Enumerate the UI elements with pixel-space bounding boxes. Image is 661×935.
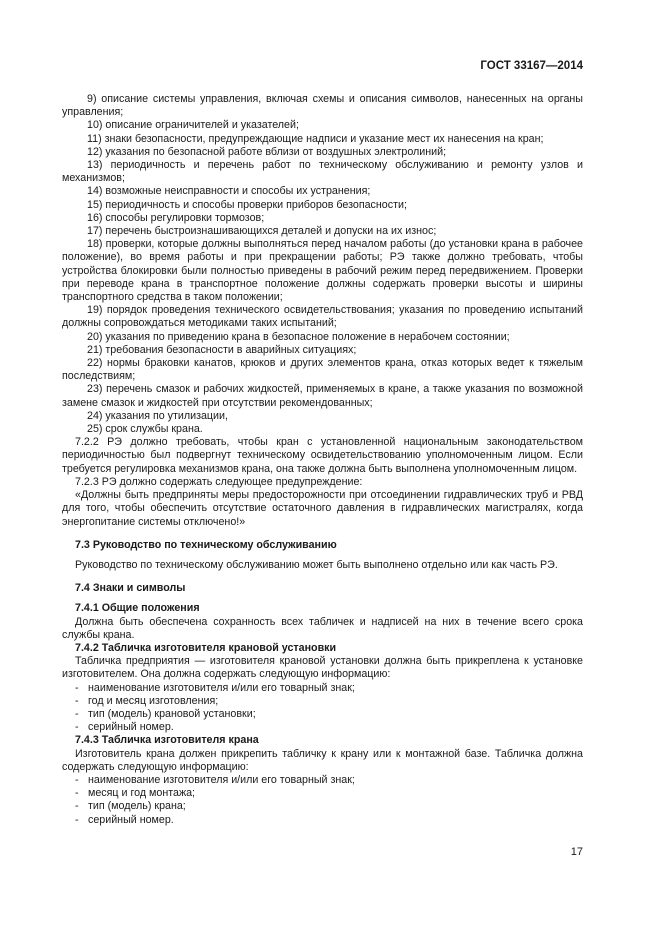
list-item: - год и месяц изготовления;: [75, 694, 219, 707]
list-item: 11) знаки безопасности, предупреждающие надписи и указание мест их нанесения на кран;: [87, 132, 544, 145]
dash-marker: -: [75, 813, 79, 826]
paragraph-7-2-3: 7.2.3 РЭ должно содержать следующее предупреждение:: [75, 475, 363, 488]
list-item: - серийный номер.: [75, 813, 174, 826]
subsection-heading-7-4-1: 7.4.1 Общие положения: [75, 602, 200, 615]
list-item: 13) периодичность и перечень работ по техническому обслуживанию и ремонту узлов и механизмов;: [62, 159, 583, 185]
page-number: 17: [570, 846, 583, 858]
list-item: 20) указания по приведению крана в безопасное положение в нерабочем состоянии;: [87, 330, 510, 343]
requirements-list: [62, 93, 583, 436]
list-item: - месяц и год монтажа;: [75, 787, 196, 800]
list-item: 9) описание системы управления, включая схемы и описания символов, нанесенных на органы управления;: [62, 93, 583, 119]
dash-marker: -: [75, 773, 79, 786]
crane-plate-list: [62, 774, 583, 827]
dash-marker: -: [75, 787, 79, 800]
list-item: 15) периодичность и способы проверки приборов безопасности;: [87, 198, 407, 211]
list-item: - серийный номер.: [75, 721, 174, 734]
list-item: 25) срок службы крана.: [87, 423, 203, 436]
list-item: 16) способы регулировки тормозов;: [87, 211, 265, 224]
list-item: - наименование изготовителя и/или его товарный знак;: [75, 681, 355, 694]
dash-marker: -: [75, 800, 79, 813]
paragraph-7-3: Руководство по техническому обслуживанию может быть выполнено отдельно или как часть РЭ.: [75, 558, 558, 571]
paragraph-7-2-2: 7.2.2 РЭ должно требовать, чтобы кран с установленной национальным законодательством периодичностью был подвергнут техническому освидетельствованию уполномоченным лицом. Если требуется регулировка механизмов крана, она также должна быть выполнена уполномоченным лицом.: [62, 436, 583, 475]
list-item: - наименование изготовителя и/или его товарный знак;: [75, 773, 355, 786]
dash-marker: -: [75, 694, 79, 707]
list-item: - тип (модель) крановой установки;: [75, 707, 256, 720]
list-item: 19) порядок проведения технического освидетельствования; указания по проведению испытаний должны сопровождаться методиками таких испытаний;: [62, 304, 583, 330]
section-heading-7-4: 7.4 Знаки и символы: [75, 582, 186, 595]
list-item: - тип (модель) крана;: [75, 800, 186, 813]
list-item: 17) перечень быстроизнашивающихся деталей и допуски на их износ;: [87, 225, 437, 238]
dash-marker: -: [75, 707, 79, 720]
list-item: 10) описание ограничителей и указателей;: [87, 119, 299, 132]
list-item: 18) проверки, которые должны выполняться перед началом работы (до установки крана в рабочее положение), во время работы и при прекращении работы; РЭ также должно требовать, чтобы устройства блокировки были полностью приведены в рабочий режим перед передвижением. Проверки при переводе крана в транспортное положение должны содержать проверки высоты и ширины транспортного средства в таком положении;: [62, 238, 583, 304]
standard-header: ГОСТ 33167—2014: [480, 60, 583, 72]
list-item: 21) требования безопасности в аварийных ситуациях;: [87, 343, 357, 356]
paragraph-7-4-3: Изготовитель крана должен прикрепить табличку к крану или к монтажной базе. Табличка должна содержать следующую информацию:: [62, 747, 583, 773]
paragraph-7-4-2: Табличка предприятия — изготовителя крановой установки должна быть прикреплена к установке изготовителем. Она должна содержать следующую информацию:: [62, 655, 583, 681]
section-heading-7-3: 7.3 Руководство по техническому обслуживанию: [75, 538, 337, 551]
dash-marker: -: [75, 681, 79, 694]
list-item: 22) нормы браковки канатов, крюков и других элементов крана, отказ которых ведет к тяжелым последствиям;: [62, 357, 583, 383]
list-item: 23) перечень смазок и рабочих жидкостей, применяемых в кране, а также указания по возможной замене смазок и жидкостей при отсутствии рекомендованных;: [62, 383, 583, 409]
paragraph-7-4-1: Должна быть обеспечена сохранность всех табличек и надписей на них в течение всего срока службы крана.: [62, 615, 583, 641]
subsection-heading-7-4-2: 7.4.2 Табличка изготовителя крановой установки: [75, 641, 337, 654]
list-item: 12) указания по безопасной работе вблизи от воздушных электролиний;: [87, 145, 447, 158]
page-content: [62, 93, 583, 827]
dash-marker: -: [75, 721, 79, 734]
manufacturer-plate-list: [62, 682, 583, 735]
list-item: 14) возможные неисправности и способы их устранения;: [87, 185, 371, 198]
subsection-heading-7-4-3: 7.4.3 Табличка изготовителя крана: [75, 734, 259, 747]
warning-quote: «Должны быть предприняты меры предосторожности при отсоединении гидравлических труб и РВД для того, чтобы обеспечить отсутствие остаточного давления в гидравлических магистралях, когда энергопитание системы отключено!»: [62, 489, 583, 528]
list-item: 24) указания по утилизации,: [87, 409, 228, 422]
